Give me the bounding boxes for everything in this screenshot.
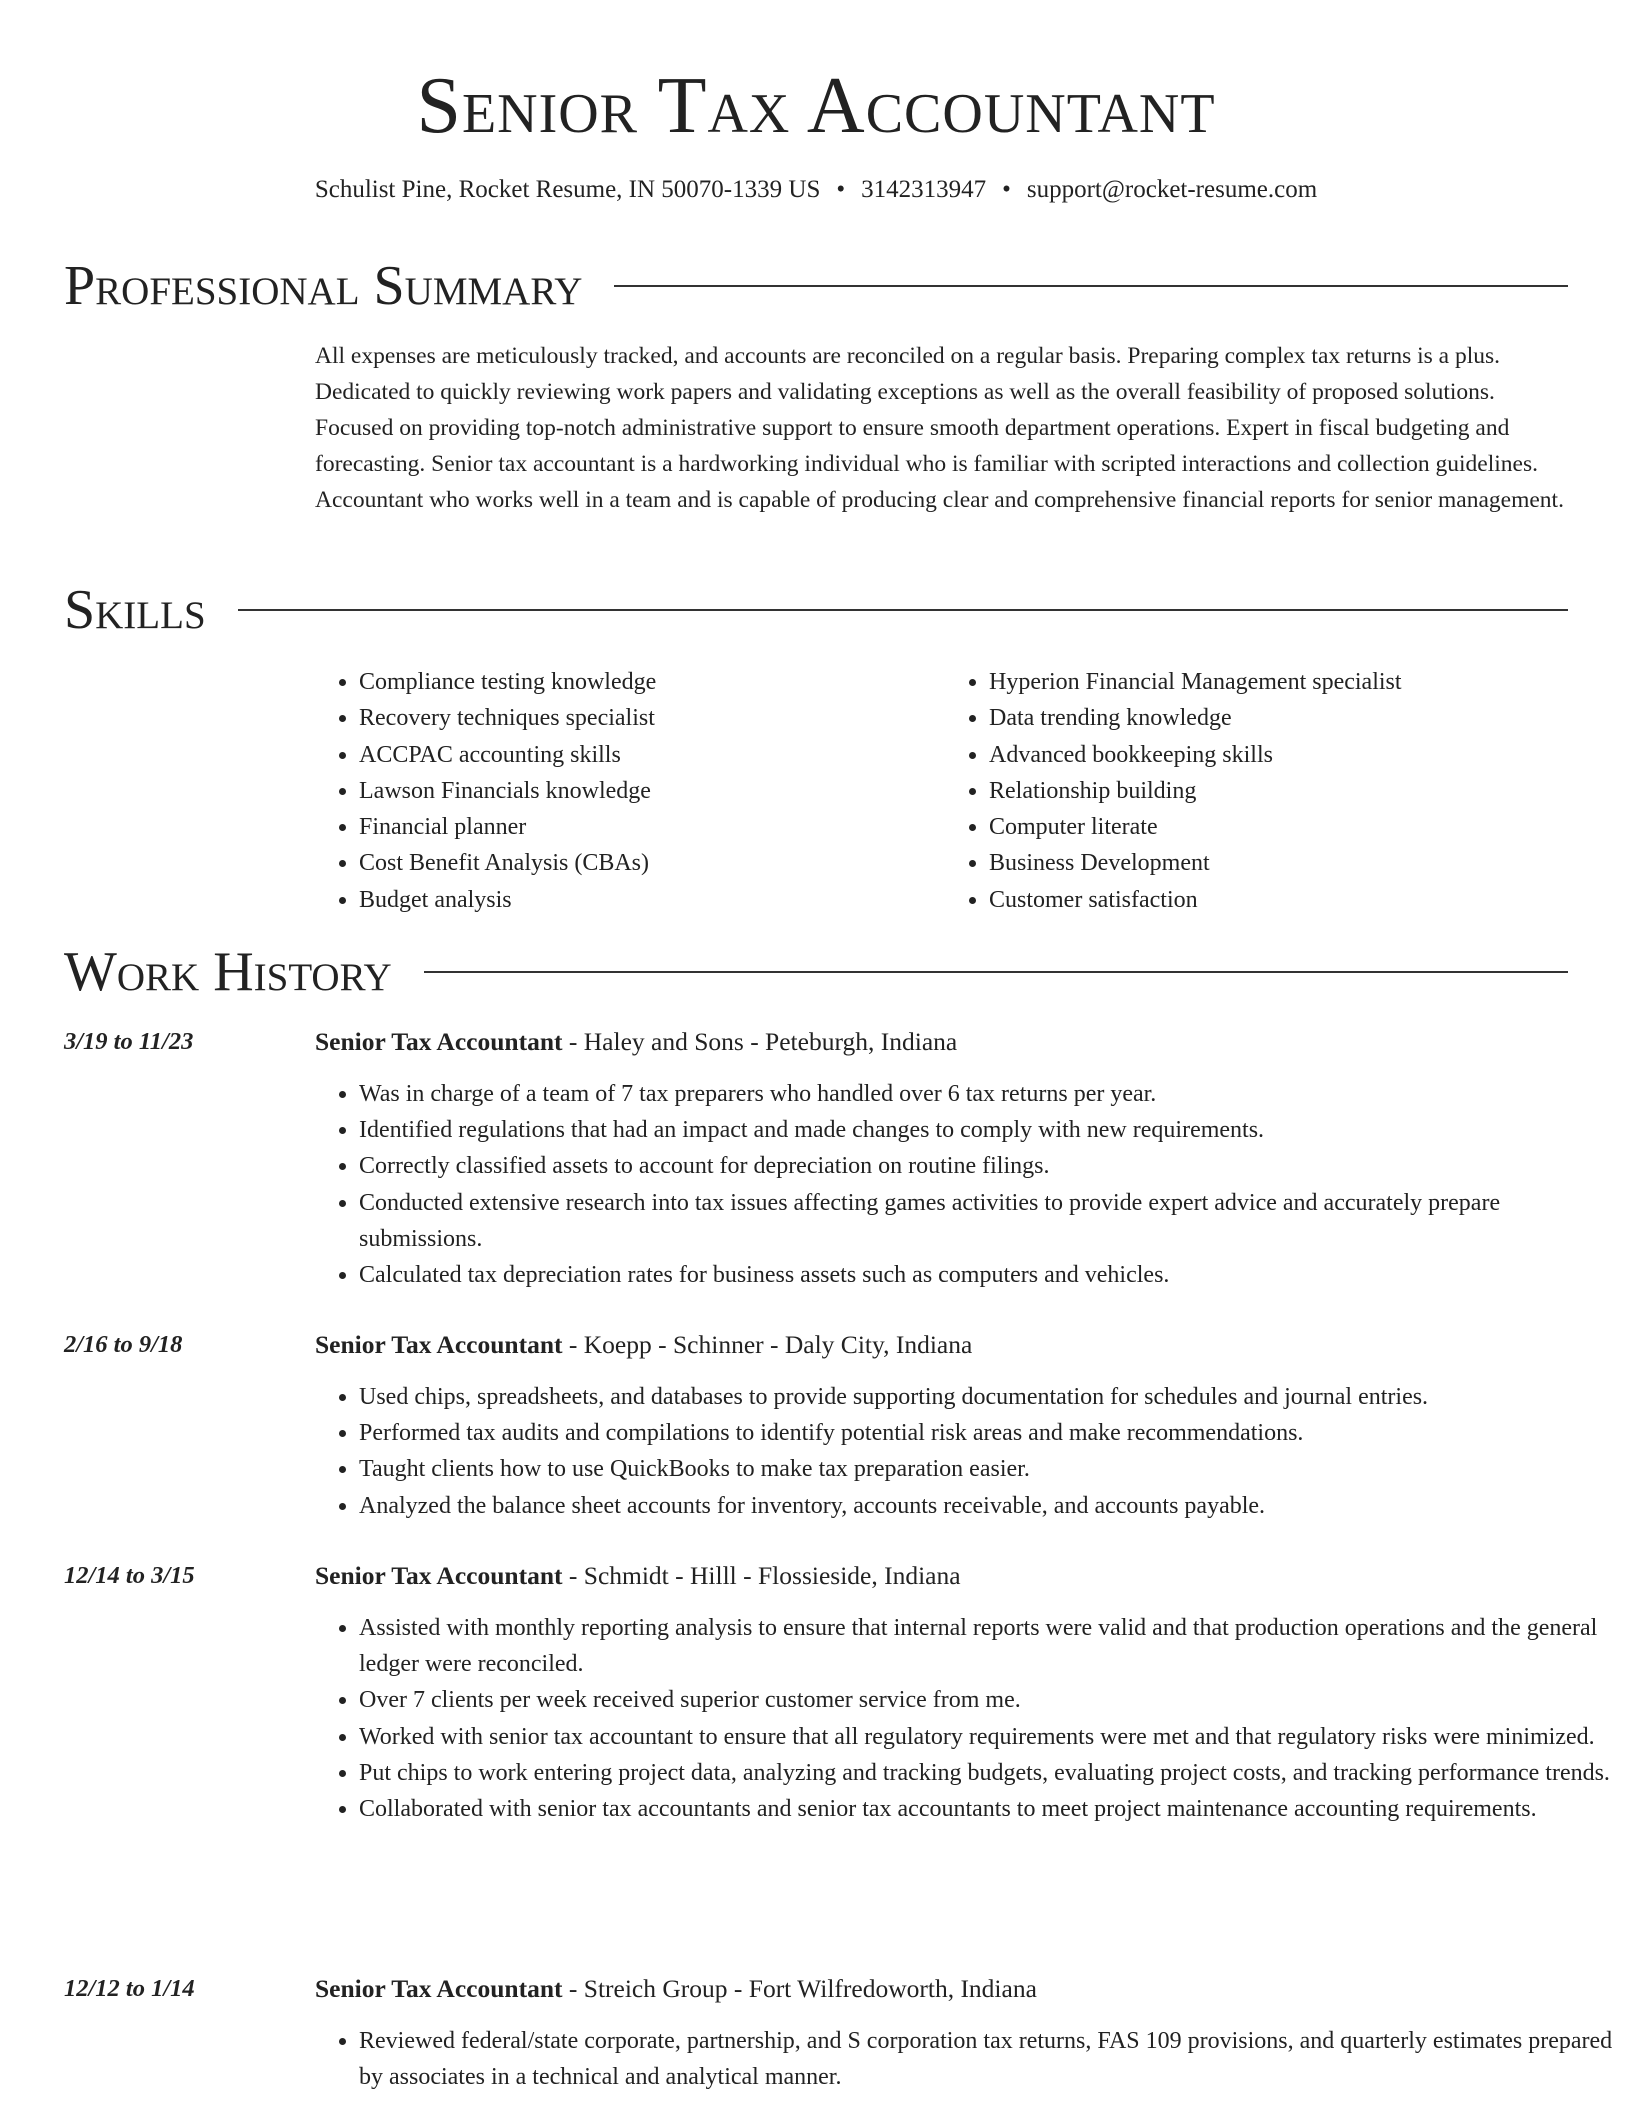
job-bullets <box>315 2023 1619 2095</box>
work-title: Work History <box>64 941 392 1003</box>
skill-item: • Data trending knowledge <box>989 700 1575 736</box>
job-bullet: • Performed tax audits and compilations to identify potential risk areas and make recommendations. <box>359 1415 1619 1451</box>
job-dates: 3/19 to 11/23 <box>64 1028 194 1055</box>
job-header <box>315 1971 1575 2007</box>
skill-item: • Computer literate <box>989 809 1575 845</box>
skills-section-header <box>64 578 1568 642</box>
section-divider <box>424 971 1568 973</box>
job-bullets <box>315 1379 1619 1524</box>
work-section-header <box>64 940 1568 1004</box>
skill-item: • Hyperion Financial Management specialist <box>989 664 1575 700</box>
skills-column-left <box>315 664 945 918</box>
resume-name: Senior Tax Accountant <box>416 62 1216 150</box>
job-bullet: • Reviewed federal/state corporate, partnership, and S corporation tax returns, FAS 109 provisions, and quarterly estimates prepared by associates in a technical and analytical manner. <box>359 2023 1619 2095</box>
job-role: Senior Tax Accountant <box>315 1027 563 1056</box>
job-bullet: • Analyzed the balance sheet accounts for inventory, accounts receivable, and accounts payable. <box>359 1488 1619 1524</box>
summary-section-header <box>64 254 1568 318</box>
job-bullets <box>315 1076 1619 1293</box>
job-bullet: • Used chips, spreadsheets, and databases to provide supporting documentation for schedules and journal entries. <box>359 1379 1619 1415</box>
skills-column-right <box>945 664 1575 918</box>
job-role: Senior Tax Accountant <box>315 1974 563 2003</box>
contact-address: Schulist Pine, Rocket Resume, IN 50070-1339 US <box>314 176 821 203</box>
contact-email: support@rocket-resume.com <box>1026 176 1318 203</box>
job-role: Senior Tax Accountant <box>315 1330 563 1359</box>
job-bullet: • Calculated tax depreciation rates for business assets such as computers and vehicles. <box>359 1257 1619 1293</box>
job-bullet: • Collaborated with senior tax accountants and senior tax accountants to meet project maintenance accounting requirements. <box>359 1791 1619 1827</box>
job-dates: 12/12 to 1/14 <box>64 1975 195 2002</box>
contact-separator: • <box>1002 176 1011 203</box>
job-bullet: • Taught clients how to use QuickBooks to make tax preparation easier. <box>359 1451 1619 1487</box>
job-bullet: • Assisted with monthly reporting analysis to ensure that internal reports were valid and that production operations and the general ledger were reconciled. <box>359 1610 1619 1682</box>
skill-item: • Financial planner <box>359 809 945 845</box>
skills-title: Skills <box>64 579 206 641</box>
job-bullet: • Over 7 clients per week received superior customer service from me. <box>359 1682 1619 1718</box>
skill-item: • ACCPAC accounting skills <box>359 737 945 773</box>
skill-item: • Recovery techniques specialist <box>359 700 945 736</box>
skill-item: • Compliance testing knowledge <box>359 664 945 700</box>
skill-item: • Customer satisfaction <box>989 882 1575 918</box>
section-divider <box>614 285 1568 287</box>
skill-item: • Business Development <box>989 845 1575 881</box>
job-header <box>315 1024 1575 1060</box>
summary-title: Professional Summary <box>64 255 583 317</box>
skill-item: • Lawson Financials knowledge <box>359 773 945 809</box>
job-dates: 2/16 to 9/18 <box>64 1331 183 1358</box>
job-bullet: • Correctly classified assets to account for depreciation on routine filings. <box>359 1148 1619 1184</box>
job-company: - Streich Group - Fort Wilfredoworth, Indiana <box>562 1974 1037 2003</box>
job-bullet: • Put chips to work entering project data, analyzing and tracking budgets, evaluating project costs, and tracking performance trends. <box>359 1755 1619 1791</box>
skill-item: • Budget analysis <box>359 882 945 918</box>
skill-item: • Relationship building <box>989 773 1575 809</box>
job-role: Senior Tax Accountant <box>315 1561 563 1590</box>
contact-phone: 3142313947 <box>861 176 987 203</box>
job-bullet: • Conducted extensive research into tax issues affecting games activities to provide expert advice and accurately prepare submissions. <box>359 1185 1619 1257</box>
section-divider <box>238 609 1568 611</box>
job-dates: 12/14 to 3/15 <box>64 1562 195 1589</box>
summary-text: All expenses are meticulously tracked, and accounts are reconciled on a regular basis. Preparing complex tax returns is a plus. Dedicated to quickly reviewing work papers and validating exceptions as well as the overall feasibility of proposed solutions. Focused on providing top-notch administrative support to ensure smooth department operations. Expert in fiscal budgeting and forecasting. Senior tax accountant is a hardworking individual who is familiar with scripted interactions and collection guidelines. Accountant who works well in a team and is capable of producing clear and comprehensive financial reports for senior management. <box>315 343 1564 513</box>
contact-line <box>0 172 1632 208</box>
job-bullet: • Identified regulations that had an impact and made changes to comply with new requirements. <box>359 1112 1619 1148</box>
contact-separator: • <box>836 176 846 203</box>
skill-item: • Cost Benefit Analysis (CBAs) <box>359 845 945 881</box>
job-company: - Koepp - Schinner - Daly City, Indiana <box>562 1330 973 1359</box>
job-bullets <box>315 1610 1619 1827</box>
skill-item: • Advanced bookkeeping skills <box>989 737 1575 773</box>
job-header <box>315 1558 1575 1594</box>
job-bullet: • Was in charge of a team of 7 tax preparers who handled over 6 tax returns per year. <box>359 1076 1619 1112</box>
job-bullet: • Worked with senior tax accountant to ensure that all regulatory requirements were met and that regulatory risks were minimized. <box>359 1719 1619 1755</box>
job-company: - Haley and Sons - Peteburgh, Indiana <box>562 1027 958 1056</box>
skills-list <box>315 664 1575 918</box>
job-company: - Schmidt - Hilll - Flossieside, Indiana <box>562 1561 961 1590</box>
job-header <box>315 1327 1575 1363</box>
